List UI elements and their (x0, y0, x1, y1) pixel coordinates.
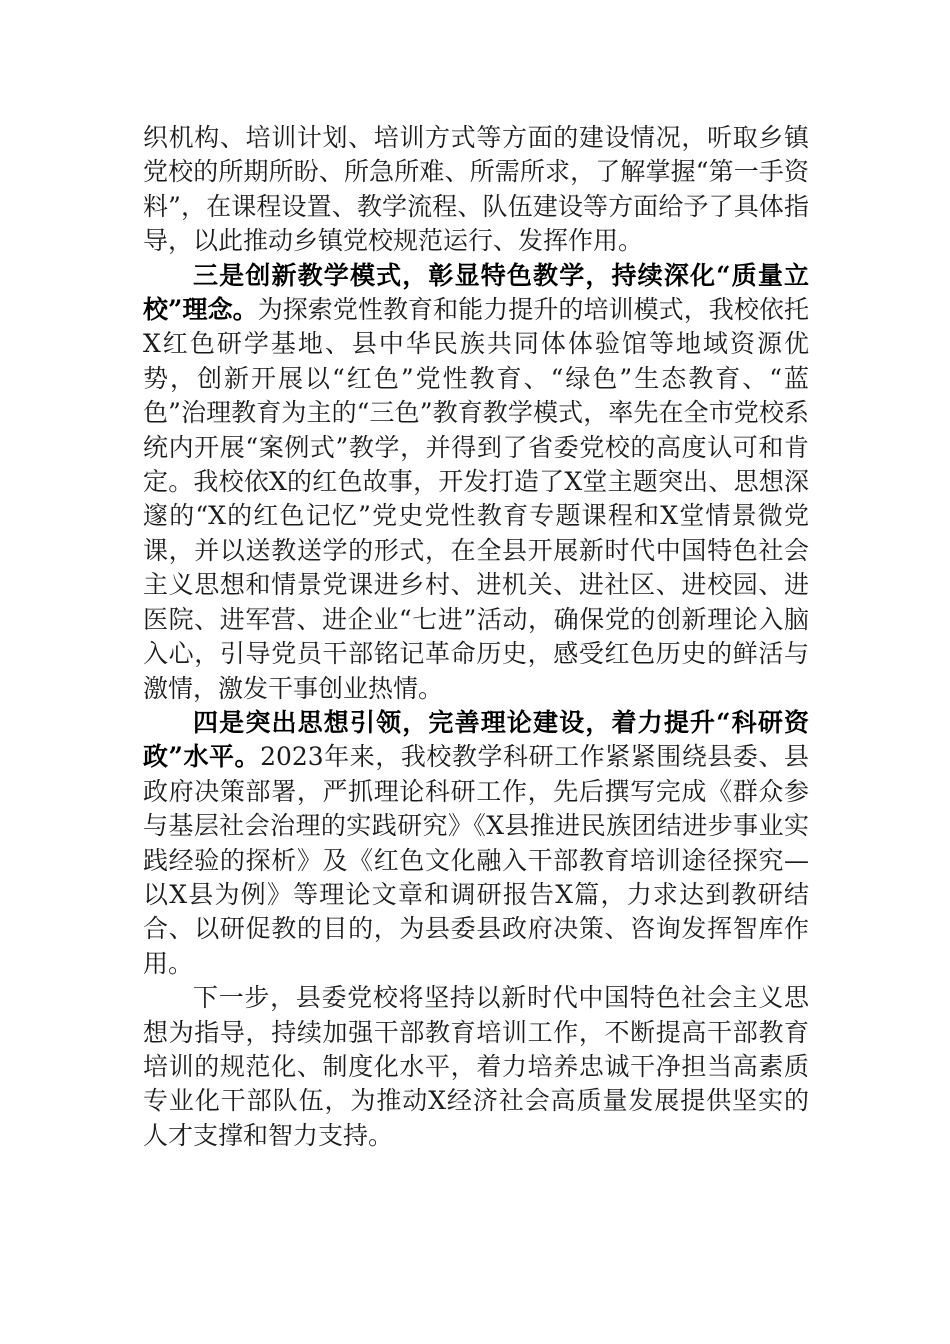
paragraph-heading: 四是突出思想引领，完善理论建设，着力提升“科研资政”水平。 (143, 707, 809, 772)
paragraph-heading: 三是创新教学模式，彰显特色教学，持续深化“质量立校”理念。 (143, 260, 809, 325)
paragraph-text: 2023年来，我校教学科研工作紧紧围绕县委、县政府决策部署，严抓理论科研工作，先后撰写完成《群众参与基层社会治理的实践研究》《X县推进民族团结进步事业实践经验的探析》及《红色文化融入干部教育培训途径探究—以X县为例》等理论文章和调研报告X篇，力求达到教研结合、以研促教的目的，为县委县政府决策、咨询发挥智库作用。 (143, 742, 809, 978)
paragraph-organization-guidance (143, 121, 809, 259)
paragraph-next-steps (143, 981, 809, 1153)
document-body (143, 121, 809, 1153)
paragraph-text: 为探索党性教育和能力提升的培训模式，我校依托X红色研学基地、县中华民族共同体体验馆等地域资源优势，创新开展以“红色”党性教育、“绿色”生态教育、“蓝色”治理教育为主的“三色”教育教学模式，率先在全市党校系统内开展“案例式”教学，并得到了省委党校的高度认可和肯定。我校依X的红色故事，开发打造了X堂主题突出、思想深邃的“X的红色记忆”党史党性教育专题课程和X堂情景微党课，并以送教送学的形式，在全县开展新时代中国特色社会主义思想和情景党课进乡村、进机关、进社区、进校园、进医院、进军营、进企业“七进”活动，确保党的创新理论入脑入心，引导党员干部铭记革命历史，感受红色历史的鲜活与激情，激发干事创业热情。 (143, 295, 809, 703)
paragraph-theory-research (143, 706, 809, 981)
paragraph-teaching-mode (143, 259, 809, 706)
paragraph-text: 织机构、培训计划、培训方式等方面的建设情况，听取乡镇党校的所期所盼、所急所难、所需所求，了解掌握“第一手资料”，在课程设置、教学流程、队伍建设等方面给予了具体指导，以此推动乡镇党校规范运行、发挥作用。 (143, 123, 809, 256)
paragraph-text: 下一步，县委党校将坚持以新时代中国特色社会主义思想为指导，持续加强干部教育培训工作，不断提高干部教育培训的规范化、制度化水平，着力培养忠诚干净担当高素质专业化干部队伍，为推动X经济社会高质量发展提供坚实的人才支撑和智力支持。 (143, 983, 809, 1150)
